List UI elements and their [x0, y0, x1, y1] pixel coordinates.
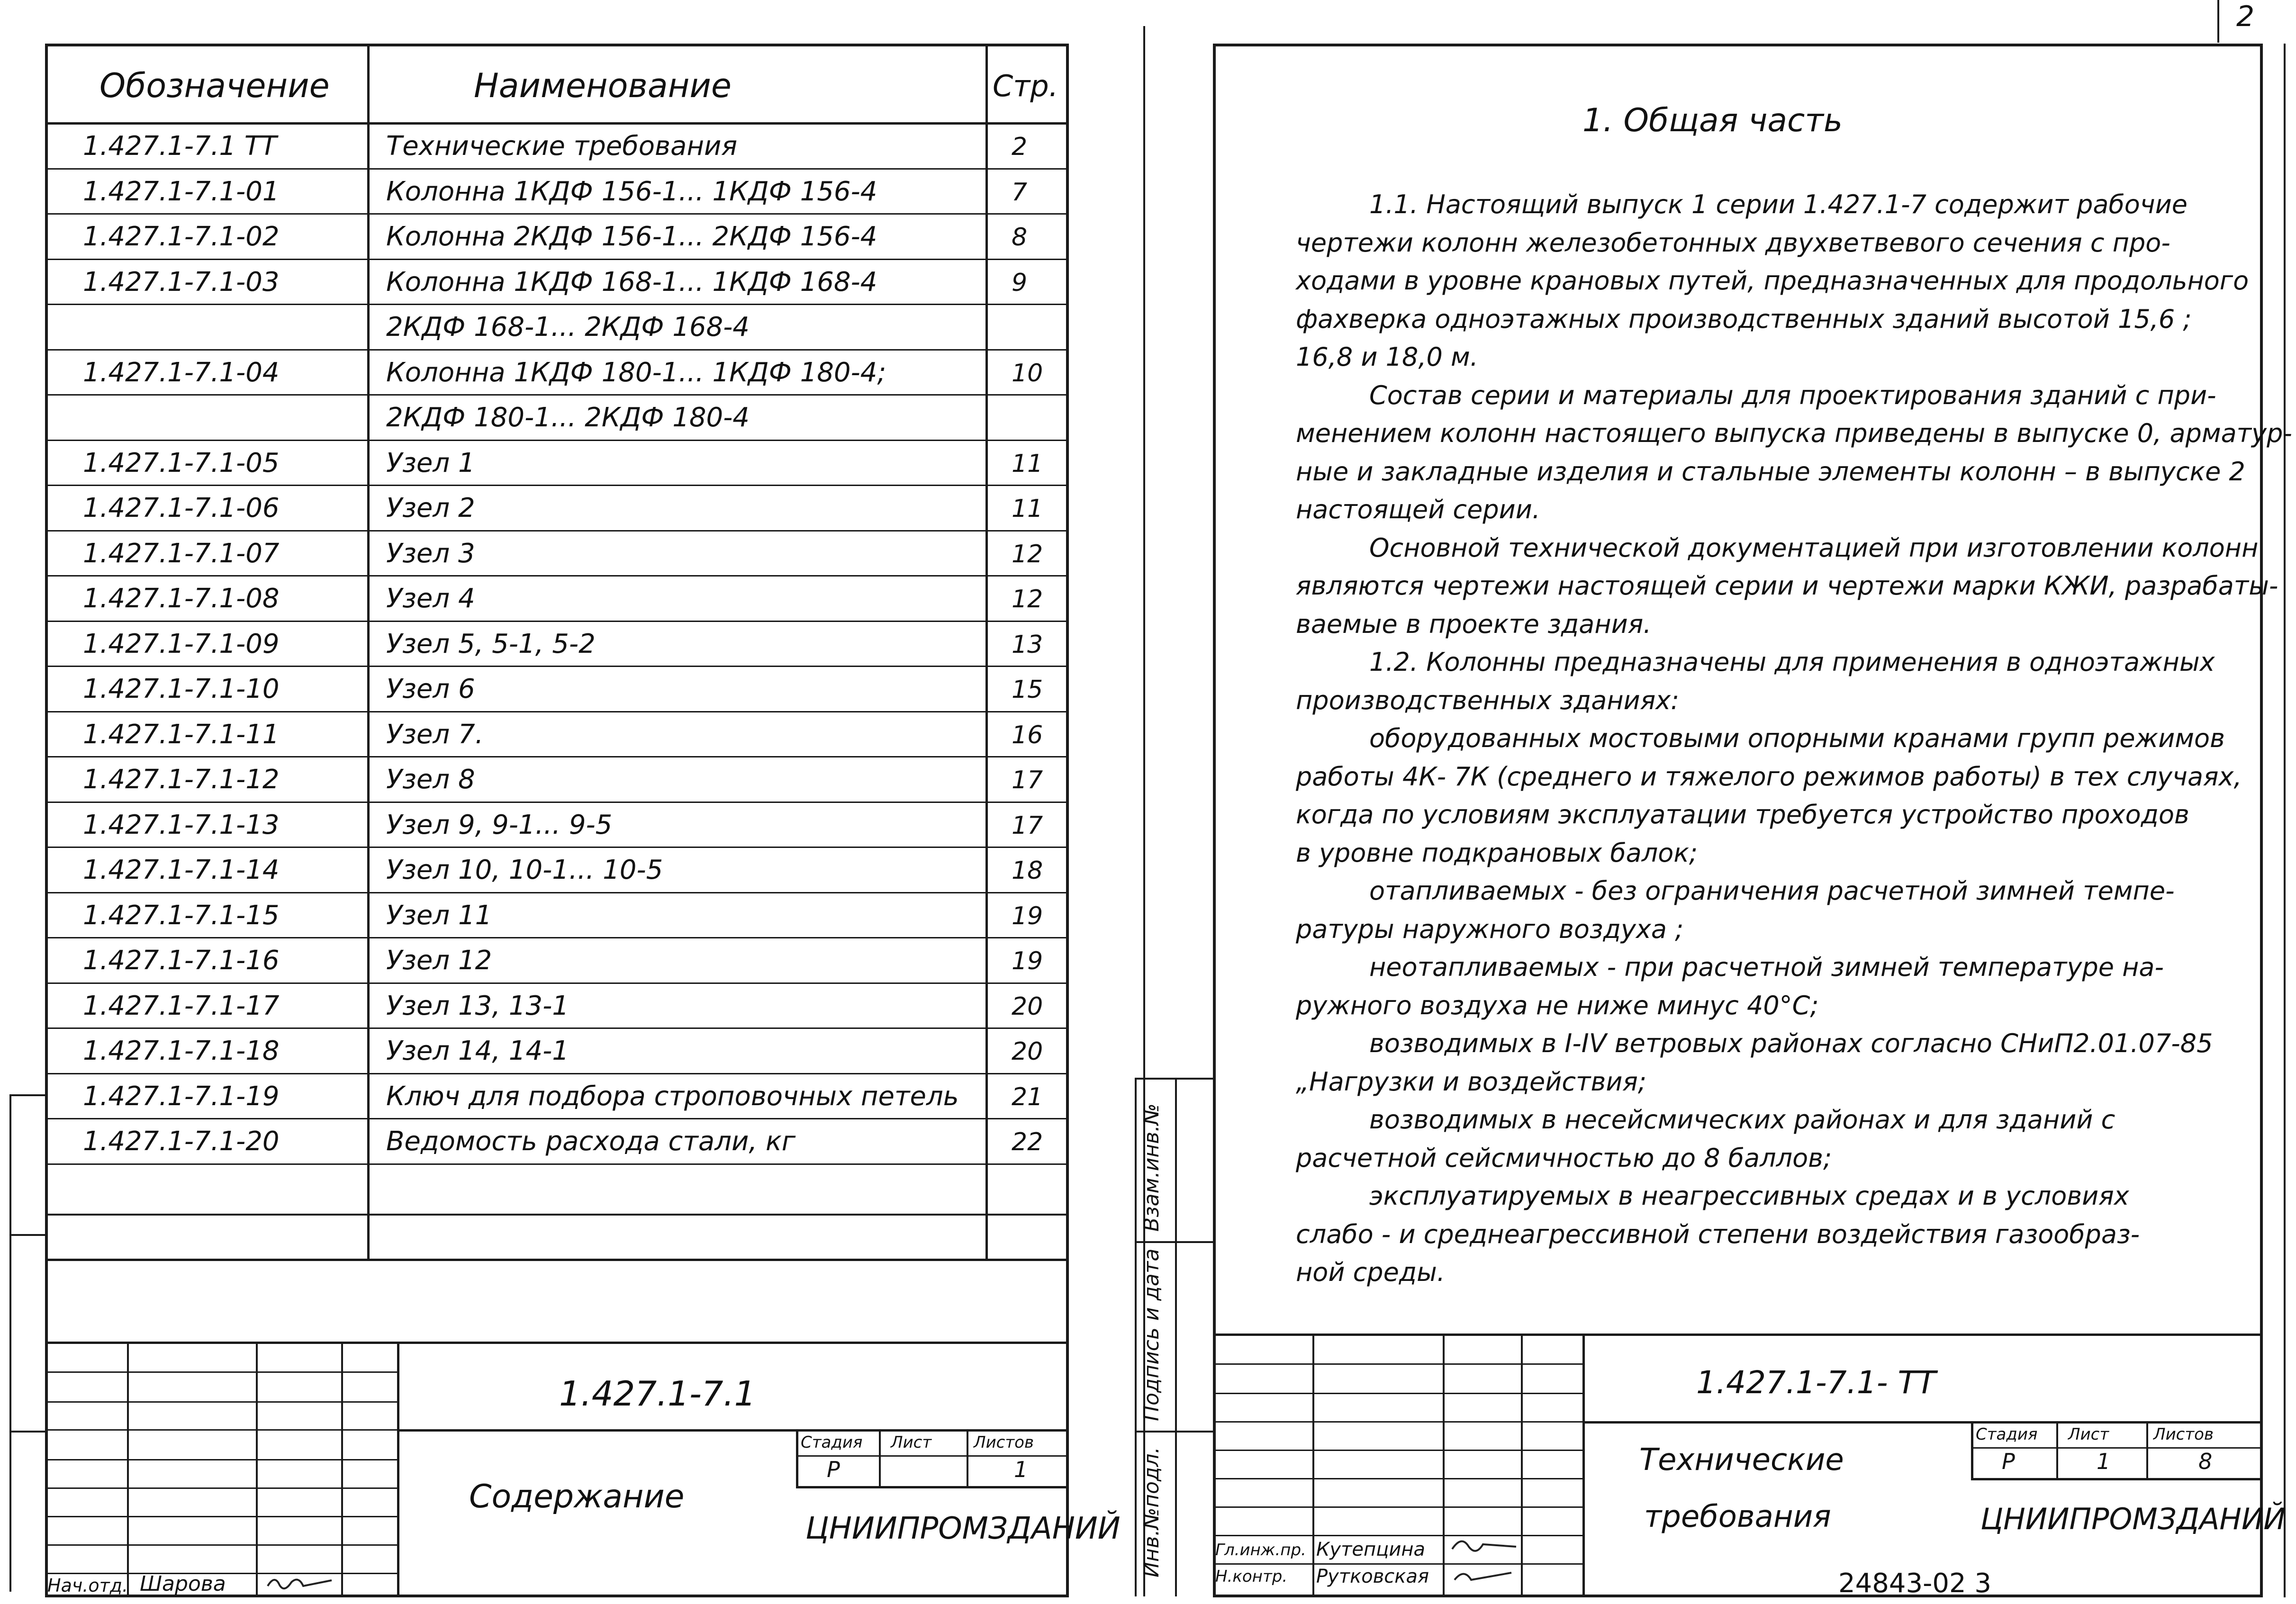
title-block-line [127, 1342, 129, 1597]
row-name: Колонна 1КДФ 156-1... 1КДФ 156-4 [386, 176, 877, 207]
side-label-signature: Подпись и дата [1139, 1248, 1164, 1421]
signer-name-2: Рутковская [1316, 1566, 1429, 1587]
title-block-line [1213, 1334, 2262, 1336]
body-line: ной среды. [1296, 1257, 1445, 1287]
sheet-title-line2: требования [1644, 1499, 1831, 1534]
row-page: 19 [1012, 901, 1043, 930]
frame-line [1213, 44, 2262, 46]
title-block-line [45, 1371, 398, 1373]
title-block-line [45, 1459, 398, 1460]
body-line: 1.2. Колонны предназначены для применения в одноэтажных [1369, 647, 2215, 677]
stage-value: Р [2002, 1449, 2015, 1474]
row-name: Узел 13, 13-1 [386, 990, 569, 1021]
row-name: Узел 7. [386, 719, 484, 750]
row-page: 8 [1012, 223, 1028, 252]
title-block-line [1213, 1393, 1582, 1394]
table-row [45, 170, 1068, 215]
title-block-line [397, 1342, 399, 1597]
title-block-line [256, 1342, 258, 1597]
title-block-line [1971, 1421, 1973, 1478]
row-line [45, 1259, 1068, 1261]
side-column-line [1135, 1078, 1137, 1596]
body-line: оборудованных мостовыми опорными кранами групп режимов [1369, 723, 2225, 753]
row-designation: 1.427.1-7.1-11 [83, 719, 280, 750]
body-line: в уровне подкрановых балок; [1296, 838, 1698, 868]
row-designation: 1.427.1-7.1-10 [83, 674, 280, 704]
body-line: производственных зданиях: [1296, 685, 1680, 715]
row-page: 9 [1012, 268, 1028, 297]
row-name: Узел 12 [386, 945, 492, 976]
sheet-label: Лист [2068, 1425, 2109, 1444]
row-name: Колонна 1КДФ 180-1... 1КДФ 180-4; [386, 357, 886, 388]
row-page: 19 [1012, 947, 1043, 975]
body-line: работы 4К- 7К (среднего и тяжелого режимов работы) в тех случаях, [1296, 761, 2242, 792]
frame-line [2284, 44, 2286, 1597]
table-row [45, 984, 1068, 1029]
row-page: 2 [1012, 133, 1028, 161]
body-line: отапливаемых - без ограничения расчетной зимней темпе- [1369, 876, 2175, 906]
side-column-line [1135, 1241, 1215, 1243]
title-block-line [1213, 1478, 1582, 1479]
stage-label: Стадия [1976, 1425, 2038, 1444]
title-block-line [45, 1342, 1068, 1344]
row-page: 21 [1012, 1082, 1043, 1111]
stage-label: Стадия [801, 1433, 863, 1452]
body-line: Основной технической документацией при изготовлении колонн [1369, 532, 2259, 563]
title-block-line [45, 1487, 398, 1489]
stage-value: Р [827, 1457, 840, 1482]
title-block-line [967, 1429, 968, 1486]
row-name: Узел 10, 10-1... 10-5 [386, 855, 663, 885]
row-name: Технические требования [386, 131, 738, 162]
row-name: Ведомость расхода стали, кг [386, 1126, 796, 1157]
signer-role-1: Гл.инж.пр. [1215, 1541, 1306, 1559]
title-block-line [341, 1342, 343, 1597]
row-name: Узел 8 [386, 764, 475, 795]
body-line: чертежи колонн железобетонных двухветвевого сечения с про- [1296, 227, 2170, 258]
row-page: 7 [1012, 178, 1028, 207]
row-page: 17 [1012, 811, 1043, 840]
body-line: ходами в уровне крановых путей, предназначенных для продольного [1296, 266, 2249, 296]
row-designation: 1.427.1-7.1-20 [83, 1126, 280, 1157]
doc-code: 1.427.1-7.1- ТТ [1696, 1364, 1936, 1401]
row-name: Ключ для подбора строповочных петель [386, 1081, 959, 1112]
table-row [45, 893, 1068, 939]
row-designation: 1.427.1-7.1-09 [83, 628, 280, 659]
section-heading: 1. Общая часть [1582, 102, 1843, 139]
title-block-line [879, 1429, 881, 1486]
row-name: Узел 6 [386, 674, 475, 704]
title-block-line [1213, 1535, 1582, 1536]
row-name: Узел 14, 14-1 [386, 1036, 569, 1066]
row-name: Колонна 2КДФ 156-1... 2КДФ 156-4 [386, 221, 877, 252]
stamp-number: 24843-02 3 [1838, 1568, 1992, 1599]
title-block-line [45, 1401, 398, 1403]
row-designation: 1.427.1-7.1-02 [83, 221, 280, 252]
body-line: неотапливаемых - при расчетной зимней температуре на- [1369, 952, 2164, 982]
row-page: 20 [1012, 1037, 1043, 1066]
side-column-line [1135, 1431, 1215, 1433]
column-header-designation: Обозначение [99, 66, 330, 105]
row-page: 11 [1012, 495, 1043, 523]
body-line: ные и закладные изделия и стальные элементы колонн – в выпуске 2 [1296, 456, 2245, 487]
side-column-line [1175, 1078, 1177, 1596]
body-line: слабо - и среднеагрессивной степени воздействия газообраз- [1296, 1219, 2140, 1249]
title-block-line [45, 1544, 398, 1546]
frame-line [2260, 44, 2263, 1597]
title-block-line [2146, 1421, 2148, 1478]
title-block-line [2056, 1421, 2058, 1478]
doc-code: 1.427.1-7.1 [559, 1374, 756, 1414]
row-designation: 1.427.1-7.1-14 [83, 855, 280, 885]
signer-name-1: Кутепцина [1316, 1539, 1426, 1560]
sheets-label: Листов [974, 1433, 1034, 1452]
row-name: Узел 9, 9-1... 9-5 [386, 809, 613, 840]
title-block-line [45, 1516, 398, 1517]
body-line: когда по условиям эксплуатации требуется устройство проходов [1296, 800, 2189, 829]
title-block-line [1213, 1421, 1582, 1423]
column-header-name: Наименование [474, 66, 732, 105]
body-line: ружного воздуха не ниже минус 40°С; [1296, 990, 1819, 1020]
row-name: Узел 4 [386, 583, 475, 614]
row-designation: 1.427.1-7.1-12 [83, 764, 280, 795]
row-page: 17 [1012, 766, 1043, 794]
row-page: 20 [1012, 992, 1043, 1021]
row-page: 13 [1012, 630, 1043, 659]
page-number: 2 [2236, 0, 2255, 33]
table-row [45, 757, 1068, 803]
row-line [45, 1163, 1068, 1165]
row-page: 22 [1012, 1128, 1043, 1156]
body-line: 16,8 и 18,0 м. [1296, 342, 1478, 372]
table-row [45, 938, 1068, 984]
row-line [45, 1214, 1068, 1216]
table-row [45, 622, 1068, 667]
row-name: Узел 5, 5-1, 5-2 [386, 628, 596, 659]
row-page: 15 [1012, 676, 1043, 704]
body-line: эксплуатируемых в неагрессивных средах и в условиях [1369, 1181, 2129, 1211]
row-name: Узел 1 [386, 447, 475, 478]
table-row [45, 1074, 1068, 1120]
title-block-line [1443, 1334, 1445, 1596]
title-block-line [1213, 1563, 1582, 1565]
row-name: Узел 2 [386, 493, 475, 523]
table-row [45, 712, 1068, 758]
table-row [45, 260, 1068, 306]
row-designation: 1.427.1-7.1-18 [83, 1036, 280, 1066]
row-name: Узел 11 [386, 900, 492, 931]
signer-role-2: Н.контр. [1215, 1567, 1288, 1586]
table-row [45, 441, 1068, 487]
row-designation: 1.427.1-7.1-08 [83, 583, 280, 614]
table-row [45, 803, 1068, 848]
row-name: 2КДФ 168-1... 2КДФ 168-4 [386, 312, 750, 342]
signature-mark [1450, 1535, 1521, 1592]
column-header-page: Стр. [993, 69, 1058, 103]
sheets-value: 1 [1014, 1457, 1028, 1482]
sheet-title: Содержание [469, 1478, 685, 1515]
side-label-replace: Взам.инв.№ [1139, 1103, 1164, 1232]
table-row [45, 1119, 1068, 1165]
table-row [45, 396, 1068, 441]
body-line: ратуры наружного воздуха ; [1296, 914, 1684, 944]
body-line: Состав серии и материалы для проектирования зданий с при- [1369, 380, 2216, 410]
row-designation: 1.427.1-7.1-05 [83, 447, 280, 478]
table-row [45, 486, 1068, 532]
frame-line [1213, 1595, 2262, 1597]
row-designation: 1.427.1-7.1-13 [83, 809, 280, 840]
body-line: 1.1. Настоящий выпуск 1 серии 1.427.1-7 содержит рабочие [1369, 189, 2188, 219]
signature-mark [265, 1572, 336, 1595]
margin-mark [9, 1094, 11, 1592]
title-block-line [1213, 1450, 1582, 1451]
body-line: ваемые в проекте здания. [1296, 609, 1652, 639]
body-line: расчетной сейсмичностью до 8 баллов; [1296, 1143, 1832, 1173]
row-designation: 1.427.1-7.1-04 [83, 357, 280, 388]
side-label-inv: Инв.№подл. [1139, 1447, 1164, 1577]
sheets-value: 8 [2198, 1449, 2213, 1474]
body-line: „Нагрузки и воздействия; [1296, 1066, 1647, 1097]
table-row [45, 1029, 1068, 1074]
sheets-label: Листов [2153, 1425, 2214, 1444]
sheet-value: 1 [2097, 1449, 2111, 1474]
row-designation: 1.427.1-7.1-03 [83, 266, 280, 297]
body-line: настоящей серии. [1296, 495, 1540, 524]
sheet-label: Лист [891, 1433, 932, 1452]
signer-role: Нач.отд. [47, 1575, 128, 1596]
table-row [45, 124, 1068, 170]
row-designation: 1.427.1-7.1 ТТ [83, 131, 277, 162]
table-row [45, 215, 1068, 260]
row-page: 18 [1012, 856, 1043, 885]
body-line: фахверка одноэтажных производственных зданий высотой 15,6 ; [1296, 304, 2192, 334]
row-page: 12 [1012, 585, 1043, 613]
title-block-line [796, 1429, 798, 1486]
row-page: 12 [1012, 540, 1043, 568]
row-designation: 1.427.1-7.1-15 [83, 900, 280, 931]
row-designation: 1.427.1-7.1-07 [83, 538, 280, 569]
row-page: 10 [1012, 359, 1043, 387]
organization: ЦНИИПРОМЗДАНИЙ [1980, 1502, 2286, 1536]
table-row [45, 351, 1068, 396]
title-block-line [1213, 1506, 1582, 1508]
row-designation: 1.427.1-7.1-16 [83, 945, 280, 976]
title-block-line [45, 1429, 398, 1431]
row-designation: 1.427.1-7.1-19 [83, 1081, 280, 1112]
body-line: являются чертежи настоящей серии и чертежи марки КЖИ, разрабаты- [1296, 571, 2278, 601]
margin-mark [9, 1431, 47, 1433]
title-block-line [1521, 1334, 1523, 1596]
body-line: возводимых в несейсмических районах и для зданий с [1369, 1105, 2115, 1135]
title-block-line [796, 1486, 1068, 1488]
frame-line [45, 44, 1068, 46]
row-name: Узел 3 [386, 538, 475, 569]
margin-mark [9, 1094, 47, 1096]
table-row [45, 848, 1068, 893]
row-designation: 1.427.1-7.1-17 [83, 990, 280, 1021]
title-block-line [1582, 1421, 2262, 1424]
row-name: 2КДФ 180-1... 2КДФ 180-4 [386, 402, 750, 433]
row-designation: 1.427.1-7.1-01 [83, 176, 280, 207]
table-row [45, 305, 1068, 351]
table-row [45, 532, 1068, 577]
frame-line [2217, 0, 2219, 43]
body-line: возводимых в I-IV ветровых районах согласно СНиП2.01.07-85 [1369, 1028, 2213, 1058]
row-name: Колонна 1КДФ 168-1... 1КДФ 168-4 [386, 266, 877, 297]
row-page: 11 [1012, 449, 1043, 478]
row-page: 16 [1012, 721, 1043, 749]
row-designation: 1.427.1-7.1-06 [83, 493, 280, 523]
title-block-line [1312, 1334, 1314, 1596]
margin-mark [9, 1234, 47, 1236]
title-block-line [1971, 1478, 2262, 1480]
table-row [45, 667, 1068, 712]
title-block-line [1582, 1334, 1585, 1596]
signer-name: Шарова [140, 1572, 226, 1596]
organization: ЦНИИПРОМЗДАНИЙ [805, 1511, 1121, 1546]
table-row [45, 577, 1068, 622]
body-line: менением колонн настоящего выпуска приведены в выпуске 0, арматур- [1296, 418, 2292, 448]
sheet-title-line1: Технические [1639, 1442, 1844, 1478]
title-block-line [1213, 1363, 1582, 1365]
